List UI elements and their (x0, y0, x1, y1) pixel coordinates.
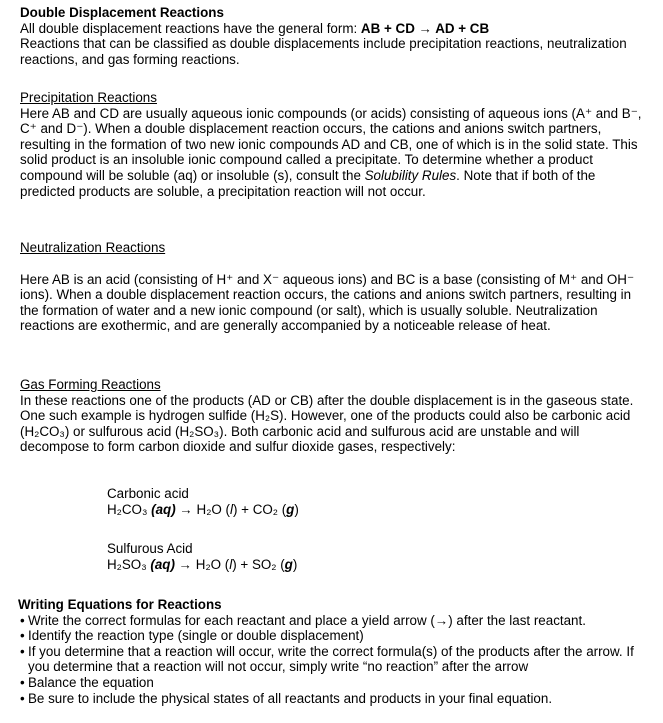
intro-classification-text: Reactions that can be classified as double displacements include precipitation reactions, neutralization reactions, and gas forming reactions. (20, 36, 627, 67)
sulfurous-acid-equation: H₂SO₃ (aq) → H₂O (l) + SO₂ (g) (107, 556, 298, 572)
list-item: • Balance the equation (18, 675, 658, 691)
writing-steps-list (18, 613, 658, 707)
list-item: • Write the correct formulas for each reactant and place a yield arrow (→) after the last reactant. (18, 613, 658, 629)
carbonic-acid-label: Carbonic acid (107, 486, 189, 501)
precipitation-paragraph: Here AB and CD are usually aqueous ionic compounds (or acids) consisting of aqueous ions (A⁺ and B⁻, C⁺ and D⁻). When a double displacement reaction occurs, the cations and anions switch partners, resulting in the formation of two new ionic compounds AD and CB, one of which is in the solid state. This solid product is an insoluble ionic compound called a precipitate. To determine whether a product compound will be soluble (aq) or insoluble (s), consult the Solubility Rules. Note that if both of the predicted products are soluble, a precipitation reaction will not occur. (20, 105, 642, 199)
neutralization-heading: Neutralization Reactions (20, 240, 166, 255)
gas-forming-section (20, 377, 650, 455)
intro-section (20, 5, 650, 67)
carbonic-acid-example (107, 486, 507, 517)
document-title: Double Displacement Reactions (20, 5, 224, 20)
precipitation-section (20, 90, 650, 199)
carbonic-acid-equation: H₂CO₃ (aq) → H₂O (l) + CO₂ (g) (107, 501, 299, 517)
neutralization-paragraph: Here AB is an acid (consisting of H⁺ and X⁻ aqueous ions) and BC is a base (consisting of M⁺ and OH⁻ ions). When a double displacement reaction occurs, the cations and anions switch partners, resulting in the formation of water and a new ionic compound (or salt), which is usually soluble. Neutralization reactions are exothermic, and are generally accompanied by a noticeable release of heat. (20, 271, 635, 334)
list-item: • If you determine that a reaction will occur, write the correct formula(s) of the products after the arrow. If you determine that a reaction will not occur, simply write “no reaction” after the arrow (18, 644, 658, 675)
sulfurous-acid-example (107, 541, 507, 572)
sulfurous-acid-label: Sulfurous Acid (107, 541, 193, 556)
writing-equations-heading: Writing Equations for Reactions (18, 597, 222, 612)
general-form-formula: AB + CD → AD + CB (360, 20, 490, 36)
gas-forming-paragraph: In these reactions one of the products (AD or CB) after the double displacement is in the gaseous state. One such example is hydrogen sulfide (H₂S). However, one of the products could also be carbonic acid (H₂CO₃) or sulfurous acid (H₂SO₃). Both carbonic acid and sulfurous acid are unstable and will decompose to form carbon dioxide and sulfur dioxide gases, respectively: (20, 392, 634, 455)
spacer (20, 256, 650, 272)
gas-forming-heading: Gas Forming Reactions (20, 377, 161, 392)
list-item: • Be sure to include the physical states of all reactants and products in your final equation. (18, 691, 658, 707)
neutralization-section (20, 240, 650, 334)
solubility-rules-ref: Solubility Rules (364, 167, 457, 183)
list-item: • Identify the reaction type (single or double displacement) (18, 628, 658, 644)
general-form-line: All double displacement reactions have the general form: AB + CD → AD + CB (20, 20, 490, 36)
precipitation-heading: Precipitation Reactions (20, 90, 157, 105)
writing-equations-section (18, 597, 658, 706)
